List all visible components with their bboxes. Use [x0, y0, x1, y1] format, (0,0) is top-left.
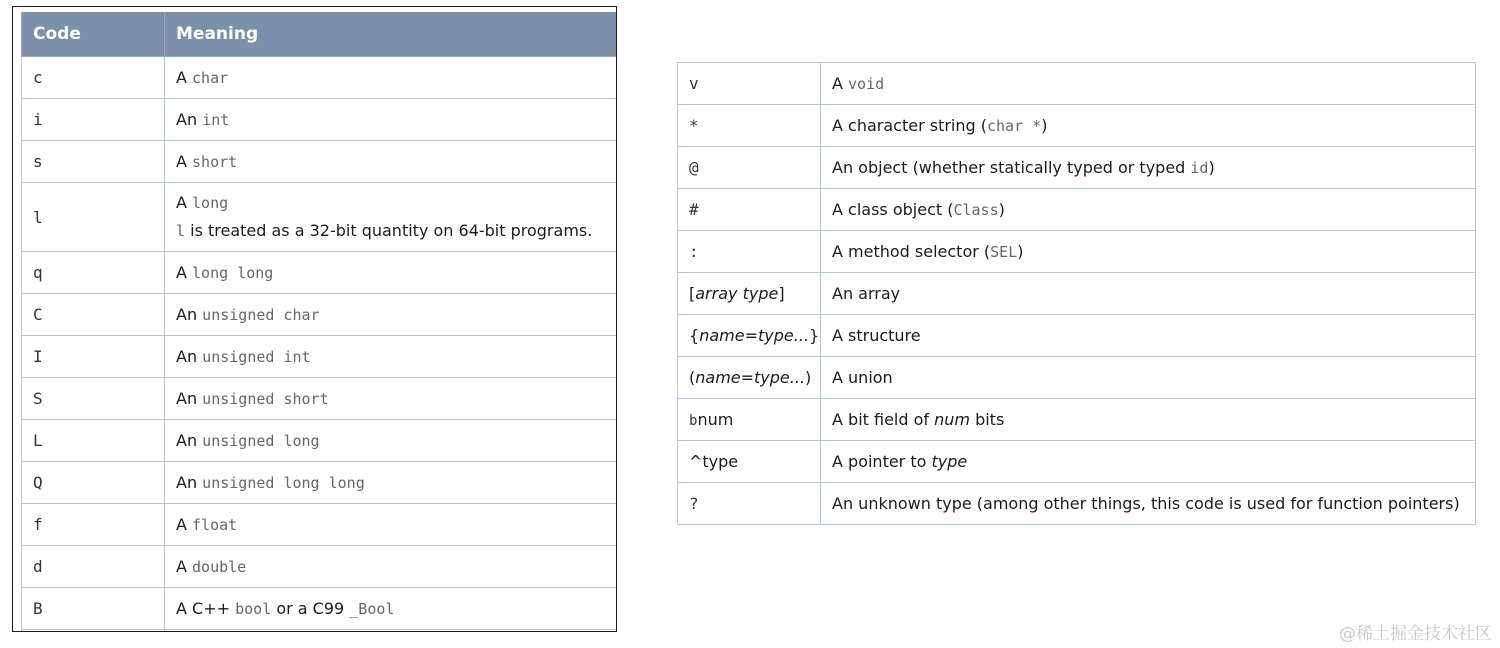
type-name: unsigned long long: [202, 474, 365, 492]
code-cell: f: [22, 504, 165, 546]
table-row-cut-off: [22, 630, 618, 633]
meaning-cell: [821, 399, 1476, 441]
meaning-cell: [165, 336, 618, 378]
table-row: [22, 588, 618, 630]
meaning-italic: type: [931, 452, 968, 471]
code-cell: #: [678, 189, 821, 231]
meaning-text: ): [1041, 116, 1048, 135]
meaning-text: A: [176, 515, 193, 534]
left-table-screenshot: [12, 6, 617, 632]
table-row: [678, 399, 1476, 441]
type-name: bool: [235, 600, 272, 618]
meaning-cell: An array: [821, 273, 1476, 315]
code-cell: I: [22, 336, 165, 378]
meaning-text: A character string (: [832, 116, 987, 135]
code-text: num: [697, 410, 734, 429]
meaning-cell: A structure: [821, 315, 1476, 357]
code-cell: C: [22, 294, 165, 336]
meaning-cell: [821, 63, 1476, 105]
code-placeholder: name=type...: [695, 368, 806, 387]
code-cell: q: [22, 252, 165, 294]
meaning-text: A method selector (: [832, 242, 991, 261]
code-bracket: ]: [778, 284, 785, 303]
meaning-cell: An unknown type (among other things, this code is used for function pointers): [821, 483, 1476, 525]
code-cell: Q: [22, 462, 165, 504]
meaning-text: An: [176, 305, 203, 324]
meaning-cell: [821, 441, 1476, 483]
code-cell: [22, 630, 165, 633]
table-row: [678, 63, 1476, 105]
type-encodings-table-continued: [677, 63, 1476, 525]
meaning-cell: [821, 147, 1476, 189]
meaning-text: An: [176, 431, 203, 450]
code-bracket: ): [805, 368, 812, 387]
table-row: [678, 231, 1476, 273]
code-placeholder: name=type...: [699, 326, 809, 345]
meaning-cell: [165, 294, 618, 336]
code-bracket: {: [689, 326, 700, 345]
code-bracket: }: [808, 326, 820, 345]
code-cell: s: [22, 141, 165, 183]
meaning-italic: num: [934, 410, 970, 429]
meaning-cell: [165, 141, 618, 183]
code-cell: ^type: [678, 441, 821, 483]
code-cell: v: [678, 63, 821, 105]
code-bracket: [: [689, 284, 696, 303]
code-bracket: (: [689, 368, 696, 387]
table-row: [22, 183, 618, 252]
code-cell: [678, 357, 821, 399]
type-name: short: [192, 153, 238, 171]
meaning-cell: A union: [821, 357, 1476, 399]
meaning-cell: [165, 504, 618, 546]
code-cell: [678, 399, 821, 441]
code-cell: L: [22, 420, 165, 462]
meaning-text: A class object (: [832, 200, 954, 219]
type-encodings-table: [21, 12, 617, 632]
meaning-cell: [821, 189, 1476, 231]
note-code: l: [176, 222, 186, 240]
meaning-cell: [821, 105, 1476, 147]
type-name: char: [192, 69, 229, 87]
meaning-text: ): [1208, 158, 1215, 177]
table-row: [22, 336, 618, 378]
code-cell: c: [22, 57, 165, 99]
right-table-screenshot: [677, 62, 1476, 525]
code-column-header: Code: [22, 12, 165, 57]
meaning-text: A pointer to: [832, 452, 932, 471]
meaning-text: An: [176, 110, 203, 129]
type-name: char *: [987, 117, 1042, 135]
note-text: is treated as a 32-bit quantity on 64-bit programs.: [185, 221, 593, 240]
meaning-cell: [165, 252, 618, 294]
meaning-cell: [165, 378, 618, 420]
watermark: @稀土掘金技术社区: [1339, 624, 1492, 644]
meaning-cell: [165, 588, 618, 630]
meaning-text: or a C99: [271, 599, 350, 618]
meaning-text: An: [176, 473, 203, 492]
type-name: long long: [192, 264, 274, 282]
code-cell: @: [678, 147, 821, 189]
type-name: Class: [953, 201, 999, 219]
table-row: [22, 57, 618, 99]
meaning-text: A C++: [176, 599, 236, 618]
meaning-cell: [821, 231, 1476, 273]
table-row: [22, 504, 618, 546]
meaning-note: [176, 217, 617, 245]
table-row: [22, 462, 618, 504]
code-cell: [678, 273, 821, 315]
type-name: double: [192, 558, 247, 576]
code-cell: :: [678, 231, 821, 273]
table-row: [678, 315, 1476, 357]
type-name: unsigned long: [202, 432, 320, 450]
table-row: [22, 99, 618, 141]
table-row: [678, 147, 1476, 189]
meaning-text: An: [176, 347, 203, 366]
table-row: [22, 252, 618, 294]
code-cell: [678, 315, 821, 357]
table-row: [678, 483, 1476, 525]
code-cell: i: [22, 99, 165, 141]
meaning-text: A: [176, 152, 193, 171]
type-name: long: [192, 194, 229, 212]
code-cell: S: [22, 378, 165, 420]
meaning-cell: [165, 630, 618, 633]
type-name: SEL: [990, 243, 1018, 261]
meaning-text: bits: [969, 410, 1005, 429]
table-row: [678, 357, 1476, 399]
meaning-text: An: [176, 389, 203, 408]
type-name: _Bool: [349, 600, 395, 618]
type-name: void: [848, 75, 885, 93]
meaning-text: An object (whether statically typed or typed: [832, 158, 1191, 177]
table-row: [22, 141, 618, 183]
meaning-text: A: [176, 68, 193, 87]
type-name: unsigned char: [202, 306, 320, 324]
type-name: unsigned int: [202, 348, 311, 366]
meaning-cell: [165, 99, 618, 141]
meaning-cell: [165, 420, 618, 462]
table-row: [678, 441, 1476, 483]
meaning-text: A: [176, 193, 193, 212]
meaning-cell: [165, 57, 618, 99]
table-header-row: [22, 12, 618, 57]
code-cell: d: [22, 546, 165, 588]
meaning-cell: [165, 546, 618, 588]
type-name: int: [202, 111, 230, 129]
table-row: [22, 378, 618, 420]
table-row: [678, 273, 1476, 315]
code-cell: B: [22, 588, 165, 630]
code-placeholder: array type: [695, 284, 779, 303]
meaning-text: A: [832, 74, 849, 93]
table-row: [22, 294, 618, 336]
meaning-line: [176, 189, 617, 217]
table-row: [22, 420, 618, 462]
meaning-text: A: [176, 557, 193, 576]
code-letter: b: [689, 413, 698, 429]
meaning-cell: [165, 462, 618, 504]
meaning-text: A: [176, 263, 193, 282]
table-row: [678, 189, 1476, 231]
meaning-cell: [165, 183, 618, 252]
code-cell: l: [22, 183, 165, 252]
type-name: id: [1190, 159, 1209, 177]
table-row: [22, 546, 618, 588]
type-name: float: [192, 516, 238, 534]
meaning-column-header: Meaning: [165, 12, 618, 57]
meaning-text: A bit field of: [832, 410, 935, 429]
code-cell: ?: [678, 483, 821, 525]
table-row: [678, 105, 1476, 147]
meaning-text: ): [998, 200, 1005, 219]
code-cell: *: [678, 105, 821, 147]
type-name: unsigned short: [202, 390, 329, 408]
meaning-text: ): [1017, 242, 1024, 261]
